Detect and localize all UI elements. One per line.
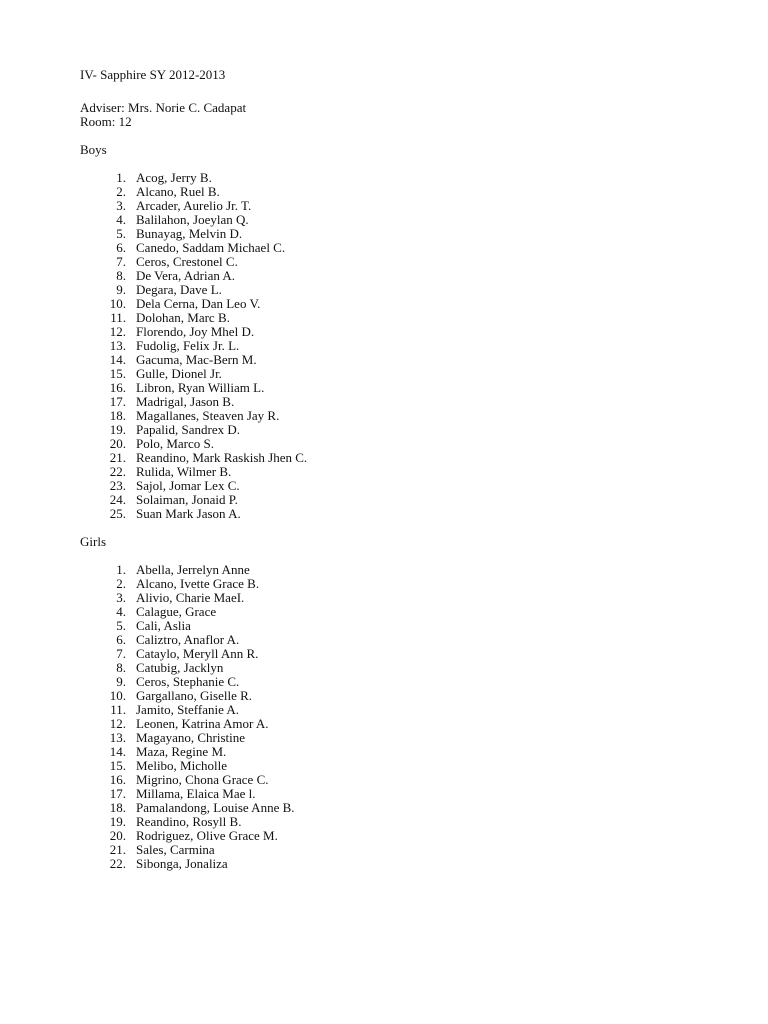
list-item-number: 8. — [116, 268, 126, 283]
student-name: Alcano, Ivette Grace B. — [136, 576, 260, 591]
list-item — [80, 857, 295, 871]
student-name: Maza, Regine M. — [136, 744, 227, 759]
list-item — [80, 241, 307, 255]
student-name: Reandino, Rosyll B. — [136, 814, 242, 829]
list-item — [80, 451, 307, 465]
list-item-number: 12. — [109, 716, 126, 731]
list-item-number: 1. — [116, 562, 126, 577]
student-name: Catubig, Jacklyn — [136, 660, 224, 675]
list-item-number: 2. — [116, 576, 126, 591]
list-item — [80, 325, 307, 339]
list-item — [80, 675, 295, 689]
list-item-number: 3. — [116, 590, 126, 605]
list-item-number: 15. — [109, 366, 126, 381]
student-name: De Vera, Adrian A. — [136, 268, 236, 283]
student-name: Gargallano, Giselle R. — [136, 688, 253, 703]
list-item-number: 5. — [116, 618, 126, 633]
student-name: Sales, Carmina — [136, 842, 215, 857]
student-name: Jamito, Steffanie A. — [136, 702, 240, 717]
list-item — [80, 255, 307, 269]
list-item-number: 10. — [109, 296, 126, 311]
boys-heading: Boys — [80, 142, 107, 157]
list-item — [80, 759, 295, 773]
student-name: Fudolig, Felix Jr. L. — [136, 338, 240, 353]
list-item — [80, 339, 307, 353]
list-item — [80, 297, 307, 311]
list-item — [80, 171, 307, 185]
student-name: Magallanes, Steaven Jay R. — [136, 408, 280, 423]
list-item — [80, 661, 295, 675]
list-item — [80, 633, 295, 647]
student-name: Millama, Elaica Mae l. — [136, 786, 256, 801]
student-name: Gulle, Dionel Jr. — [136, 366, 222, 381]
list-item — [80, 311, 307, 325]
list-item — [80, 227, 307, 241]
list-item — [80, 577, 295, 591]
student-name: Abella, Jerrelyn Anne — [136, 562, 250, 577]
list-item — [80, 423, 307, 437]
list-item — [80, 843, 295, 857]
list-item-number: 18. — [109, 800, 126, 815]
boys-list — [80, 171, 307, 521]
list-item — [80, 507, 307, 521]
list-item — [80, 591, 295, 605]
student-name: Rulida, Wilmer B. — [136, 464, 232, 479]
list-item-number: 25. — [109, 506, 126, 521]
girls-heading: Girls — [80, 534, 106, 549]
list-item — [80, 787, 295, 801]
student-name: Degara, Dave L. — [136, 282, 222, 297]
list-item-number: 2. — [116, 184, 126, 199]
list-item-number: 22. — [109, 464, 126, 479]
list-item-number: 13. — [109, 338, 126, 353]
list-item-number: 8. — [116, 660, 126, 675]
student-name: Florendo, Joy Mhel D. — [136, 324, 255, 339]
list-item-number: 4. — [116, 212, 126, 227]
list-item — [80, 493, 307, 507]
list-item-number: 10. — [109, 688, 126, 703]
list-item — [80, 717, 295, 731]
student-name: Bunayag, Melvin D. — [136, 226, 243, 241]
student-name: Ceros, Stephanie C. — [136, 674, 240, 689]
student-name: Solaiman, Jonaid P. — [136, 492, 238, 507]
list-item-number: 6. — [116, 240, 126, 255]
student-name: Alcano, Ruel B. — [136, 184, 220, 199]
student-name: Ceros, Crestonel C. — [136, 254, 238, 269]
list-item — [80, 437, 307, 451]
student-name: Suan Mark Jason A. — [136, 506, 241, 521]
student-name: Rodriguez, Olive Grace M. — [136, 828, 278, 843]
list-item — [80, 269, 307, 283]
list-item — [80, 213, 307, 227]
student-name: Dolohan, Marc B. — [136, 310, 230, 325]
student-name: Cataylo, Meryll Ann R. — [136, 646, 259, 661]
list-item — [80, 703, 295, 717]
list-item — [80, 563, 295, 577]
student-name: Sajol, Jomar Lex C. — [136, 478, 240, 493]
list-item-number: 21. — [109, 450, 126, 465]
student-name: Balilahon, Joeylan Q. — [136, 212, 249, 227]
list-item-number: 14. — [109, 352, 126, 367]
list-item-number: 19. — [109, 814, 126, 829]
list-item — [80, 801, 295, 815]
list-item-number: 7. — [116, 254, 126, 269]
list-item — [80, 283, 307, 297]
list-item — [80, 773, 295, 787]
list-item-number: 18. — [109, 408, 126, 423]
student-name: Polo, Marco S. — [136, 436, 214, 451]
list-item — [80, 199, 307, 213]
list-item-number: 11. — [110, 702, 126, 717]
list-item-number: 4. — [116, 604, 126, 619]
list-item — [80, 395, 307, 409]
student-name: Melibo, Micholle — [136, 758, 227, 773]
student-name: Caliztro, Anaflor A. — [136, 632, 240, 647]
list-item-number: 24. — [109, 492, 126, 507]
list-item-number: 9. — [116, 674, 126, 689]
student-name: Gacuma, Mac-Bern M. — [136, 352, 257, 367]
list-item — [80, 647, 295, 661]
list-item — [80, 479, 307, 493]
list-item — [80, 829, 295, 843]
list-item — [80, 185, 307, 199]
student-name: Dela Cerna, Dan Leo V. — [136, 296, 261, 311]
list-item — [80, 353, 307, 367]
list-item-number: 3. — [116, 198, 126, 213]
list-item-number: 5. — [116, 226, 126, 241]
list-item-number: 7. — [116, 646, 126, 661]
student-name: Arcader, Aurelio Jr. T. — [136, 198, 252, 213]
list-item-number: 19. — [109, 422, 126, 437]
list-item-number: 6. — [116, 632, 126, 647]
list-item — [80, 619, 295, 633]
student-name: Pamalandong, Louise Anne B. — [136, 800, 295, 815]
list-item — [80, 465, 307, 479]
student-name: Migrino, Chona Grace C. — [136, 772, 269, 787]
student-name: Madrigal, Jason B. — [136, 394, 235, 409]
list-item-number: 1. — [116, 170, 126, 185]
list-item-number: 16. — [109, 772, 126, 787]
list-item-number: 20. — [109, 828, 126, 843]
list-item-number: 16. — [109, 380, 126, 395]
student-name: Acog, Jerry B. — [136, 170, 212, 185]
student-name: Magayano, Christine — [136, 730, 246, 745]
student-name: Sibonga, Jonaliza — [136, 856, 228, 871]
student-name: Leonen, Katrina Amor A. — [136, 716, 269, 731]
list-item-number: 12. — [109, 324, 126, 339]
list-item — [80, 409, 307, 423]
adviser-line: Adviser: Mrs. Norie C. Cadapat — [80, 100, 247, 115]
list-item-number: 15. — [109, 758, 126, 773]
list-item-number: 13. — [109, 730, 126, 745]
list-item — [80, 745, 295, 759]
list-item-number: 23. — [109, 478, 126, 493]
list-item-number: 14. — [109, 744, 126, 759]
list-item-number: 17. — [109, 394, 126, 409]
list-item-number: 21. — [109, 842, 126, 857]
list-item — [80, 815, 295, 829]
room-line: Room: 12 — [80, 114, 132, 129]
list-item — [80, 731, 295, 745]
list-item-number: 9. — [116, 282, 126, 297]
list-item — [80, 367, 307, 381]
student-name: Cali, Aslia — [136, 618, 191, 633]
student-name: Alivio, Charie MaeI. — [136, 590, 245, 605]
list-item-number: 22. — [109, 856, 126, 871]
list-item — [80, 381, 307, 395]
list-item — [80, 605, 295, 619]
student-name: Papalid, Sandrex D. — [136, 422, 240, 437]
student-name: Reandino, Mark Raskish Jhen C. — [136, 450, 308, 465]
list-item-number: 17. — [109, 786, 126, 801]
list-item-number: 11. — [110, 310, 126, 325]
student-name: Canedo, Saddam Michael C. — [136, 240, 286, 255]
girls-list — [80, 563, 295, 871]
student-name: Calague, Grace — [136, 604, 217, 619]
list-item — [80, 689, 295, 703]
list-item-number: 20. — [109, 436, 126, 451]
class-title: IV- Sapphire SY 2012-2013 — [80, 67, 226, 82]
student-name: Libron, Ryan William L. — [136, 380, 265, 395]
